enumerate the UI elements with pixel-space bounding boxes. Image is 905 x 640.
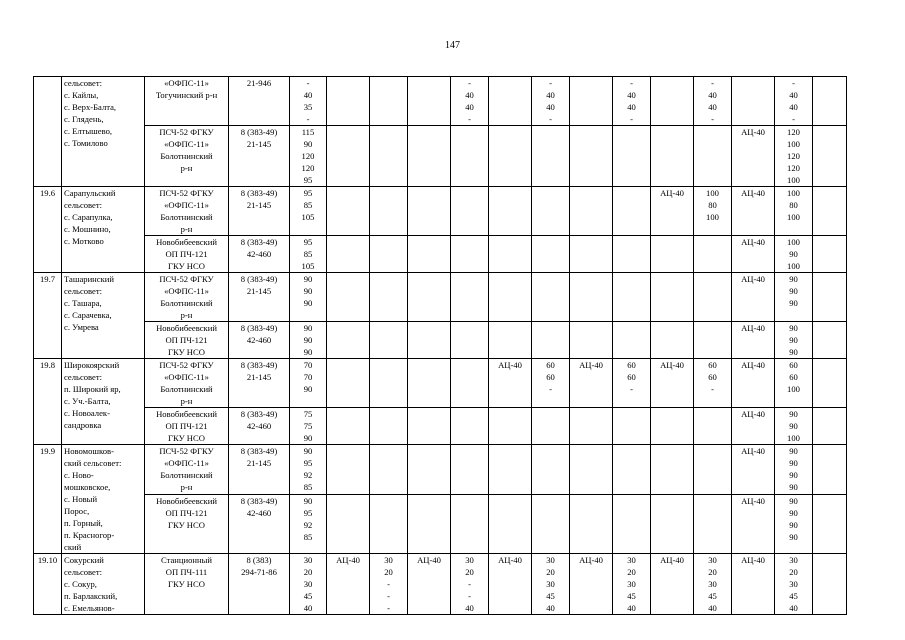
table-cell <box>613 236 651 273</box>
table-cell <box>327 445 370 495</box>
table-cell <box>651 494 694 553</box>
table-cell: 95 85 105 <box>290 187 327 236</box>
table-cell: 30 20 30 45 40 <box>532 554 570 615</box>
table-cell <box>451 322 489 359</box>
table-cell: 19.7 <box>34 273 62 359</box>
table-cell <box>570 236 613 273</box>
table-cell: 90 90 100 <box>775 408 813 445</box>
table-cell <box>408 236 451 273</box>
table-cell: 30 20 30 45 40 <box>694 554 732 615</box>
table-cell <box>489 236 532 273</box>
table-row <box>34 236 847 273</box>
table-row <box>34 322 847 359</box>
table-cell: 30 20 - - 40 <box>451 554 489 615</box>
table-cell: Новобибеевский ОП ПЧ-121 ГКУ НСО <box>145 322 229 359</box>
table-row <box>34 408 847 445</box>
table-cell <box>694 445 732 495</box>
table-cell <box>694 273 732 322</box>
table-cell: 8 (383-49) 21-145 <box>229 187 290 236</box>
table-cell <box>489 77 532 126</box>
table-cell: Новомошков- ский сельсовет: с. Ново- мошковское, с. Новый Порос, п. Горный, п. Красногор- ский <box>62 445 145 554</box>
table-cell: Новобибеевский ОП ПЧ-121 ГКУ НСО <box>145 494 229 553</box>
table-cell: - 40 40 - <box>532 77 570 126</box>
table-cell <box>451 187 489 236</box>
table-cell: - 40 40 - <box>694 77 732 126</box>
table-cell <box>694 494 732 553</box>
table-cell: ПСЧ-52 ФГКУ «ОФПС-11» Болотнинский р-н <box>145 445 229 495</box>
table-cell: 90 90 90 90 <box>775 494 813 553</box>
table-cell <box>408 494 451 553</box>
table-cell <box>813 359 847 408</box>
table-cell <box>570 408 613 445</box>
table-cell: АЦ-40 <box>732 187 775 236</box>
table-cell: 90 95 92 85 <box>290 445 327 495</box>
table-cell <box>532 236 570 273</box>
table-cell <box>613 126 651 187</box>
table-cell <box>813 445 847 495</box>
table-cell <box>570 187 613 236</box>
table-cell: 21-946 <box>229 77 290 126</box>
table-cell: ПСЧ-52 ФГКУ «ОФПС-11» Болотнинский р-н <box>145 273 229 322</box>
table-cell: ПСЧ-52 ФГКУ «ОФПС-11» Болотнинский р-н <box>145 359 229 408</box>
table-cell <box>813 494 847 553</box>
table-cell: 30 20 30 45 40 <box>775 554 813 615</box>
table-cell: 8 (383-49) 21-145 <box>229 273 290 322</box>
table-cell: 30 20 - - - <box>370 554 408 615</box>
table-cell: АЦ-40 <box>732 408 775 445</box>
table-cell <box>408 359 451 408</box>
table-cell: 19.8 <box>34 359 62 445</box>
table-row <box>34 273 847 322</box>
table-cell: - 40 40 - <box>775 77 813 126</box>
table-cell <box>651 408 694 445</box>
table-cell: АЦ-40 <box>732 236 775 273</box>
table-cell <box>651 126 694 187</box>
table-cell: АЦ-40 <box>489 359 532 408</box>
table-cell: Сокурский сельсовет: с. Сокур, п. Барлакский, с. Емельянов- <box>62 554 145 615</box>
table-cell: ПСЧ-52 ФГКУ «ОФПС-11» Болотнинский р-н <box>145 126 229 187</box>
table-cell <box>694 408 732 445</box>
table-cell <box>370 273 408 322</box>
table-cell <box>327 187 370 236</box>
table-cell <box>489 408 532 445</box>
table-row <box>34 77 847 126</box>
table-cell <box>34 77 62 187</box>
table-cell <box>489 494 532 553</box>
table-cell <box>813 187 847 236</box>
table-cell <box>532 408 570 445</box>
table-cell: Новобибеевский ОП ПЧ-121 ГКУ НСО <box>145 236 229 273</box>
table-cell: - 40 35 - <box>290 77 327 126</box>
table-cell <box>570 494 613 553</box>
table-cell: АЦ-40 <box>651 187 694 236</box>
table-cell: 60 60 - <box>694 359 732 408</box>
table-cell: АЦ-40 <box>327 554 370 615</box>
table-cell: 60 60 - <box>532 359 570 408</box>
table-cell <box>813 408 847 445</box>
table-cell: АЦ-40 <box>732 554 775 615</box>
table-cell <box>532 126 570 187</box>
table-cell <box>327 273 370 322</box>
table-cell <box>651 445 694 495</box>
table-cell <box>813 554 847 615</box>
table-cell <box>327 236 370 273</box>
table-cell: 30 20 30 45 40 <box>290 554 327 615</box>
table-cell <box>813 126 847 187</box>
table-cell: 90 90 90 <box>775 322 813 359</box>
table-cell <box>613 494 651 553</box>
table-cell <box>813 236 847 273</box>
table-cell: 100 90 100 <box>775 236 813 273</box>
table-cell: 8 (383-49) 21-145 <box>229 359 290 408</box>
table-cell <box>651 77 694 126</box>
table-cell <box>451 445 489 495</box>
table-cell <box>327 408 370 445</box>
table-cell: «ОФПС-11» Тогучинский р-н <box>145 77 229 126</box>
table-cell <box>651 236 694 273</box>
table-cell: 8 (383-49) 42-460 <box>229 322 290 359</box>
table-cell <box>451 273 489 322</box>
table-cell: АЦ-40 <box>732 445 775 495</box>
table-cell: Сарапульский сельсовет: с. Сарапулка, с. Мошнино, с. Мотково <box>62 187 145 273</box>
table-cell: Широкоярский сельсовет: п. Широкий яр, с. Уч.-Балта, с. Новоалек- сандровка <box>62 359 145 445</box>
table-cell <box>613 273 651 322</box>
table-cell: 120 100 120 120 100 <box>775 126 813 187</box>
table-cell <box>532 273 570 322</box>
table-cell: 8 (383-49) 42-460 <box>229 408 290 445</box>
table-cell: АЦ-40 <box>651 554 694 615</box>
table-cell <box>613 322 651 359</box>
table-cell <box>370 445 408 495</box>
table-cell <box>327 494 370 553</box>
table-cell <box>489 322 532 359</box>
table-cell <box>408 187 451 236</box>
table-cell <box>327 126 370 187</box>
table-cell: АЦ-40 <box>651 359 694 408</box>
table-cell <box>327 322 370 359</box>
table-cell <box>370 77 408 126</box>
table-cell <box>451 494 489 553</box>
table-cell <box>408 445 451 495</box>
table-cell: 8 (383-49) 42-460 <box>229 494 290 553</box>
table-row <box>34 554 847 615</box>
table-cell <box>489 273 532 322</box>
table-cell: АЦ-40 <box>732 359 775 408</box>
table-cell <box>613 408 651 445</box>
table-cell: 100 80 100 <box>694 187 732 236</box>
table-cell: 60 60 100 <box>775 359 813 408</box>
fire-departure-table <box>33 76 847 615</box>
table-row <box>34 126 847 187</box>
table-cell <box>370 359 408 408</box>
table-row <box>34 494 847 553</box>
table-cell <box>451 236 489 273</box>
table-cell <box>489 187 532 236</box>
table-cell: 8 (383) 294-71-86 <box>229 554 290 615</box>
table-cell: 100 80 100 <box>775 187 813 236</box>
table-cell: 90 90 90 <box>290 273 327 322</box>
table-cell: Ташаринский сельсовет: с. Ташара, с. Сарачевка, с. Умрева <box>62 273 145 359</box>
table-cell <box>570 445 613 495</box>
table-row <box>34 445 847 495</box>
table-cell: ПСЧ-52 ФГКУ «ОФПС-11» Болотнинский р-н <box>145 187 229 236</box>
table-cell: 8 (383-49) 21-145 <box>229 126 290 187</box>
table-cell <box>570 273 613 322</box>
table-row <box>34 187 847 236</box>
table-cell: - 40 40 - <box>451 77 489 126</box>
table-cell: АЦ-40 <box>732 273 775 322</box>
table-cell: АЦ-40 <box>732 494 775 553</box>
table-cell <box>813 273 847 322</box>
table-cell <box>370 236 408 273</box>
table-cell: 8 (383-49) 21-145 <box>229 445 290 495</box>
table-cell: - 40 40 - <box>613 77 651 126</box>
table-cell <box>370 322 408 359</box>
table-cell <box>813 322 847 359</box>
table-cell: 90 95 92 85 <box>290 494 327 553</box>
table-cell: 19.9 <box>34 445 62 554</box>
table-cell <box>370 408 408 445</box>
table-cell <box>732 77 775 126</box>
table-cell: 70 70 90 <box>290 359 327 408</box>
table-cell: АЦ-40 <box>732 126 775 187</box>
table-cell <box>570 126 613 187</box>
table-cell: сельсовет: с. Кайлы, с. Верх-Балта, с. Глядень, с. Елтышево, с. Томилово <box>62 77 145 187</box>
table-cell <box>370 494 408 553</box>
table-cell: 19.6 <box>34 187 62 273</box>
table-cell <box>451 126 489 187</box>
table-cell <box>408 322 451 359</box>
table-cell <box>370 187 408 236</box>
table-cell <box>694 236 732 273</box>
page-number: 147 <box>445 40 460 51</box>
table-cell <box>327 359 370 408</box>
table-cell: 19.10 <box>34 554 62 615</box>
table-cell: 8 (383-49) 42-460 <box>229 236 290 273</box>
table-cell <box>408 273 451 322</box>
table-row <box>34 359 847 408</box>
table-cell <box>327 77 370 126</box>
table-cell <box>489 445 532 495</box>
table-cell <box>532 322 570 359</box>
table-cell: АЦ-40 <box>732 322 775 359</box>
table-cell <box>813 77 847 126</box>
table-cell: Новобибеевский ОП ПЧ-121 ГКУ НСО <box>145 408 229 445</box>
table-cell: 90 90 90 90 <box>775 445 813 495</box>
table-cell: 90 90 90 <box>290 322 327 359</box>
table-cell <box>613 187 651 236</box>
table-cell <box>651 273 694 322</box>
table-cell: Станционный ОП ПЧ-111 ГКУ НСО <box>145 554 229 615</box>
table-cell <box>408 126 451 187</box>
table-cell <box>408 77 451 126</box>
table-cell <box>370 126 408 187</box>
table-cell <box>570 322 613 359</box>
table-cell <box>451 359 489 408</box>
table-cell: 95 85 105 <box>290 236 327 273</box>
table-cell: 30 20 30 45 40 <box>613 554 651 615</box>
table-cell <box>532 494 570 553</box>
table-cell: АЦ-40 <box>570 359 613 408</box>
table-cell: 75 75 90 <box>290 408 327 445</box>
table-cell <box>532 187 570 236</box>
table-cell: АЦ-40 <box>570 554 613 615</box>
table-cell <box>570 77 613 126</box>
table-cell <box>489 126 532 187</box>
table-cell <box>651 322 694 359</box>
table-cell <box>613 445 651 495</box>
table-cell: АЦ-40 <box>408 554 451 615</box>
table-cell <box>451 408 489 445</box>
table-cell <box>532 445 570 495</box>
table-cell: 90 90 90 <box>775 273 813 322</box>
table-cell <box>694 126 732 187</box>
table-cell: 60 60 - <box>613 359 651 408</box>
table-cell: АЦ-40 <box>489 554 532 615</box>
table-cell <box>408 408 451 445</box>
table-cell <box>694 322 732 359</box>
table-cell: 115 90 120 120 95 <box>290 126 327 187</box>
